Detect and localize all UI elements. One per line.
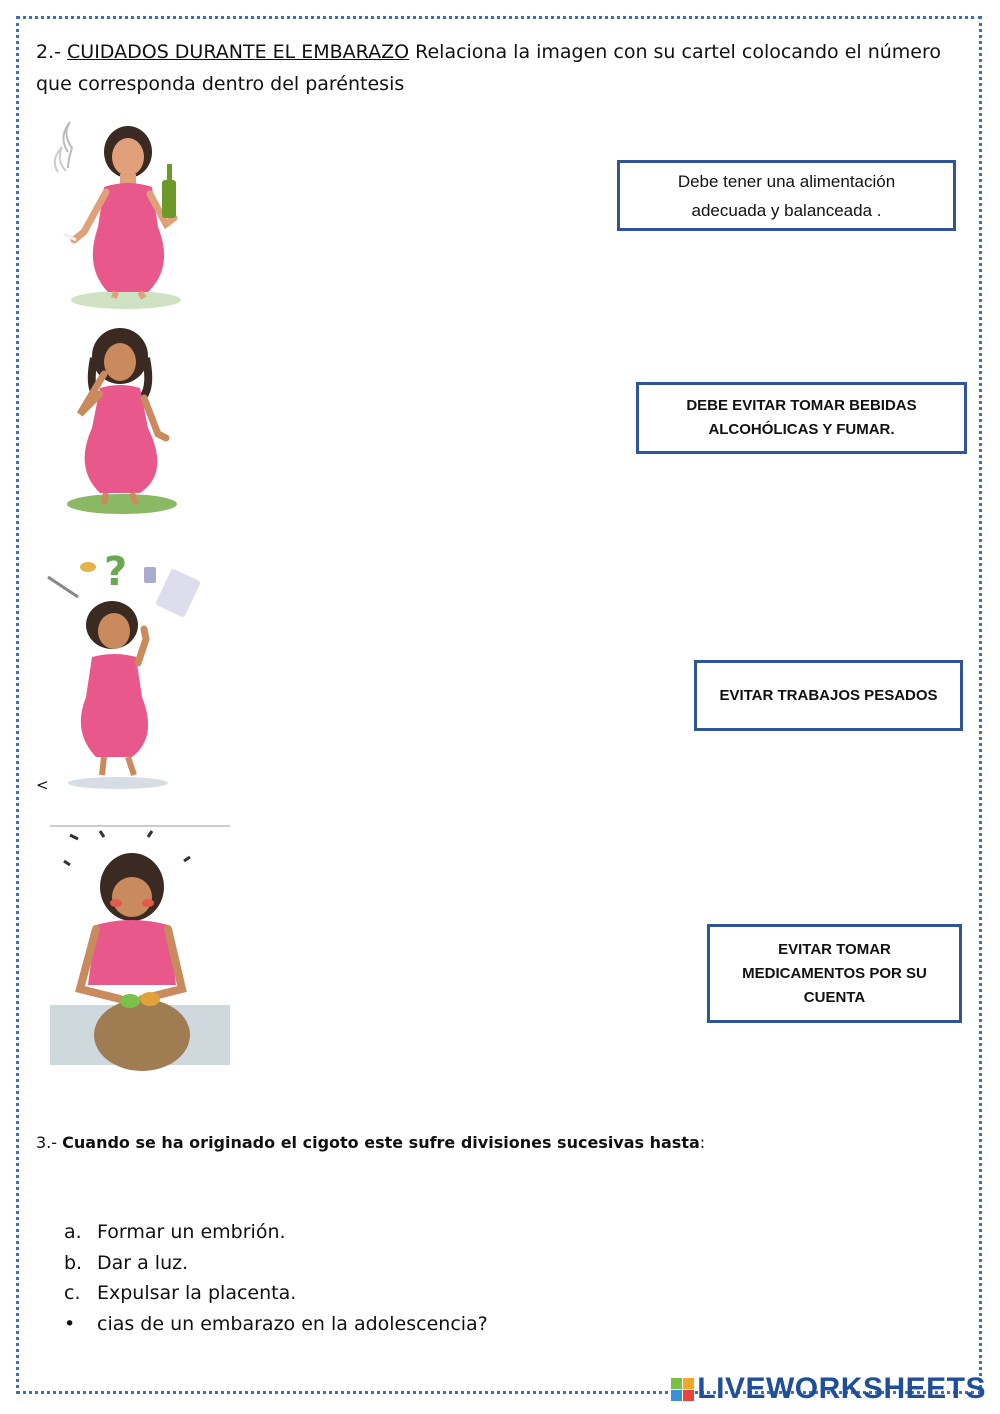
card-avoid-heavy-work[interactable] bbox=[694, 660, 963, 731]
card-avoid-self-medication[interactable] bbox=[707, 924, 962, 1023]
pregnant-woman-lifting-image bbox=[50, 825, 232, 1087]
option-marker: c. bbox=[64, 1282, 81, 1304]
options-list bbox=[64, 1217, 488, 1339]
card-avoid-alcohol-smoking[interactable] bbox=[636, 382, 967, 454]
list-item[interactable] bbox=[64, 1217, 488, 1248]
question-3 bbox=[36, 1133, 705, 1152]
card-avoid-self-medication-text: EVITAR TOMAR MEDICAMENTOS POR SU CUENTA bbox=[742, 940, 927, 1006]
svg-text:?: ? bbox=[104, 549, 128, 595]
list-item[interactable] bbox=[64, 1278, 488, 1309]
question-3-number: 3.- bbox=[36, 1133, 58, 1152]
pregnant-woman-eating-image bbox=[36, 318, 196, 523]
question-3-suffix: : bbox=[699, 1133, 706, 1152]
question-2-title: CUIDADOS DURANTE EL EMBARAZO bbox=[67, 41, 410, 63]
question-2-instruction: Relaciona la imagen con su cartel colocando el número que corresponda dentro del paréntesis bbox=[36, 41, 942, 95]
logo-text: LIVEWORKSHEETS bbox=[697, 1372, 986, 1405]
liveworksheets-logo[interactable] bbox=[671, 1372, 986, 1406]
option-text: Formar un embrión. bbox=[97, 1221, 286, 1243]
card-healthy-diet-text: Debe tener una alimentación adecuada y balanceada . bbox=[677, 171, 896, 220]
question-3-text: Cuando se ha originado el cigoto este sufre divisiones sucesivas hasta bbox=[62, 1133, 700, 1152]
option-text: cias de un embarazo en la adolescencia? bbox=[97, 1312, 488, 1335]
option-text: Expulsar la placenta. bbox=[97, 1282, 297, 1304]
question-2-number: 2.- bbox=[36, 41, 61, 63]
option-marker: • bbox=[64, 1312, 76, 1335]
list-item[interactable] bbox=[64, 1248, 488, 1279]
logo-tiles-icon bbox=[671, 1378, 694, 1401]
list-item[interactable] bbox=[64, 1309, 488, 1340]
pregnant-woman-medicines-image bbox=[44, 545, 204, 790]
option-marker: a. bbox=[64, 1221, 82, 1243]
option-marker: b. bbox=[64, 1251, 83, 1274]
card-avoid-heavy-work-text: EVITAR TRABAJOS PESADOS bbox=[719, 686, 938, 704]
pregnant-woman-smoking-drinking-image bbox=[36, 112, 196, 312]
stray-mark: < bbox=[36, 776, 49, 794]
question-2 bbox=[36, 36, 980, 100]
card-avoid-alcohol-smoking-text: DEBE EVITAR TOMAR BEBIDAS ALCOHÓLICAS Y FUMAR. bbox=[686, 397, 917, 438]
option-text: Dar a luz. bbox=[97, 1251, 189, 1274]
card-healthy-diet[interactable] bbox=[617, 160, 956, 231]
